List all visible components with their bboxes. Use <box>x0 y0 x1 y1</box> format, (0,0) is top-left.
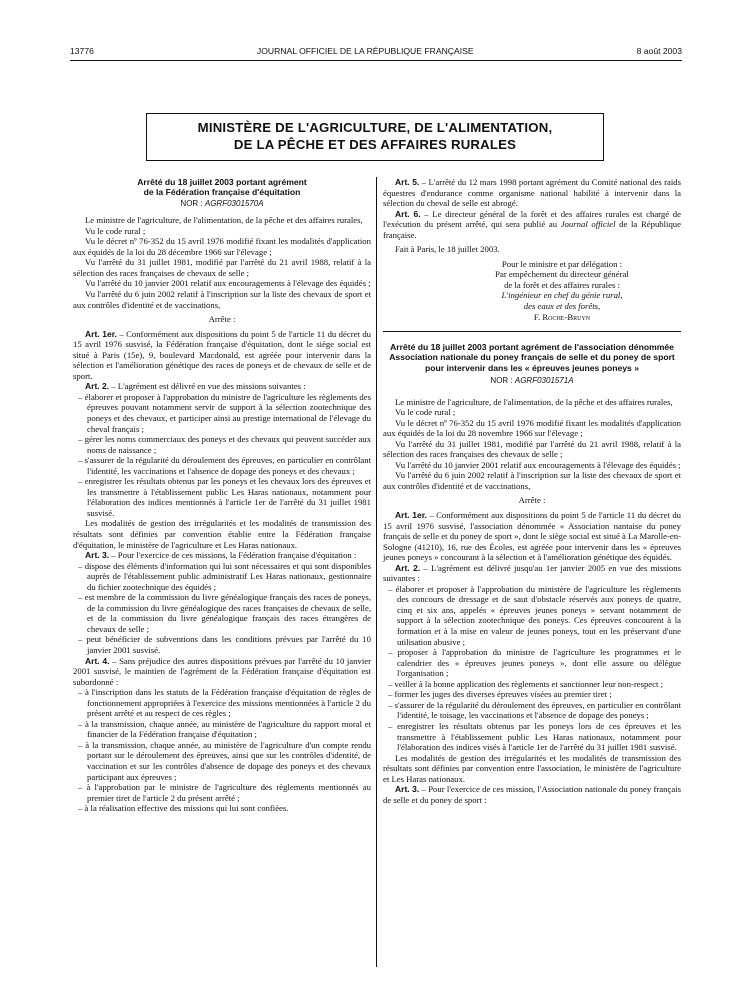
list-item: – enregistrer les résultats obtenus par les poneys et les chevaux lors des épreuves et les transmettre à l'établissement public Les Haras nationaux, notamment pour l'élaboration des indices mentionnés à l'article 1er de l'arrêté du 31 juillet 1981 susvisé. <box>73 476 371 518</box>
list-item: – à la réalisation effective des missions qui lui sont confiées. <box>73 803 371 814</box>
decree-title: Arrêté du 18 juillet 2003 portant agrément de l'association dénommée Association nationale du poney français de selle et du poney de sport pour intervenir dans les « épreuves jeunes poneys » <box>389 342 675 373</box>
page-header <box>70 46 682 56</box>
list-item: – à l'inscription dans les statuts de la Fédération française d'équitation de règles de fonctionnement appropriées à l'exercice des missions mentionnées à l'article 2 du présent arrêté et au respect de ces règles ; <box>73 687 371 719</box>
column-divider <box>376 177 377 967</box>
signature-block: Pour le ministre et par délégation : Par empêchement du directeur général de la forêt et des affaires rurales : L'ingénieur en chef du génie rural, des eaux et des forêts, F. Roche-Bruyn <box>495 258 629 322</box>
right-column <box>383 177 681 805</box>
list-item: – enregistrer les résultats obtenus par les poneys lors de ces épreuves et les transmettre à l'établissement public Les Haras nationaux, notamment pour l'élaboration des indices visés à l'article 1er de l'arrêté du 31 juillet 1981 susvisé. <box>383 721 681 753</box>
visa: Vu l'arrêté du 31 juillet 1981, modifié par l'arrêté du 21 avril 1988, relatif à la sélection des races françaises des chevaux de selle ; <box>383 438 681 460</box>
list-item: – est membre de la commission du livre généalogique français des races de poneys, de la commission du livre généalogique des races françaises de chevaux de selle, et de la commission du livre généalogique français des races étrangères de chevaux de selle ; <box>73 592 371 634</box>
article-1: Art. 1er. – Conformément aux dispositions du point 5 de l'article 11 du décret du 15 avril 1976 susvisé, l'association dénommée « Association nantaise du poney français de selle et du poney de sport », dont le siège social est situé à La Marolle-en-Sologne (41210), 16, rue des Écoles, est agréée pour intervenir dans les « épreuves jeunes poneys » concourant à la sélection et à l'amélioration génétique des équidés. <box>383 510 682 563</box>
article-1: Art. 1er. – Conformément aux dispositions du point 5 de l'article 11 du décret du 15 avril 1976 susvisé, la Fédération française d'équitation, dont le siège social est situé à Paris (15e), 9, boulevard Macdonald, est agréée pour intervenir dans la sélection et l'amélioration génétique des races de poneys et de chevaux de selle et de sport. <box>73 328 372 381</box>
journal-title: JOURNAL OFFICIEL DE LA RÉPUBLIQUE FRANÇAISE <box>256 46 474 56</box>
article-2-list <box>73 392 371 519</box>
visa: Vu l'arrêté du 31 juillet 1981, modifié par l'arrêté du 21 avril 1988, relatif à la sélection des races françaises de chevaux de selle ; <box>73 257 371 278</box>
list-item: – s'assurer de la régularité du déroulement des épreuves, en particulier en contrôlant l'identité, le toisage, les vaccinations et l'absence de dopage des poneys ; <box>383 700 681 721</box>
article-3: Art. 3. – Pour l'exercice de ces mission, l'Association nationale du poney français de selle et du poney de sport : <box>383 784 681 805</box>
article-2-after: Les modalités de gestion des irrégularités et les modalités de transmission des résultats sont définies par convention établie entre la Fédération française d'équitation, le ministère de l'agriculture et Les Haras nationaux. <box>73 518 371 550</box>
article-2-list <box>383 584 681 753</box>
decree-title: Arrêté du 18 juillet 2003 portant agrément <box>137 177 307 187</box>
arrete-heading: Arrête : <box>208 314 236 325</box>
visa: Vu l'arrêté du 6 juin 2002 relatif à l'inscription sur la liste des chevaux de sport et aux contrôles d'identité et de vaccinations, <box>73 288 371 310</box>
list-item: – élaborer et proposer à l'approbation du ministère de l'agriculture les règlements des concours de dressage et de saut d'obstacle réservés aux poneys de quatre, cinq et six ans, appelés « épreuves jeunes poneys » servant notamment de support à la sélection zootechnique des poneys. Ces épreuves concourent à la formation et à la mise en valeur de jeunes poneys, tout en les préservant d'une utilisation abusive ; <box>383 584 681 647</box>
visa: Vu l'arrêté du 6 juin 2002 relatif à l'inscription sur la liste des chevaux de sport et aux contrôles d'identité et de vaccinations, <box>383 470 681 491</box>
preamble: Le ministre de l'agriculture, de l'alimentation, de la pêche et des affaires rurales, <box>395 396 673 407</box>
ministry-box <box>146 113 604 161</box>
article-2-after: Les modalités de gestion des irrégularités et les modalités de transmission des résultats sont définies par convention entre l'association, le ministère de l'agriculture et Les Haras nationaux. <box>383 752 681 784</box>
list-item: – proposer à l'approbation du ministre de l'agriculture les programmes et le calendrier des « épreuves jeunes poneys », dont elle assure ou délègue l'organisation ; <box>383 647 681 679</box>
nor-reference: NOR : AGRF0301571A <box>490 376 574 385</box>
list-item: – à l'approbation par le ministre de l'agriculture des règlements mentionnés au premier tiret de l'article 2 du présent arrêté ; <box>73 782 371 803</box>
list-item: – peut bénéficier de subventions dans les conditions prévues par l'arrêté du 10 janvier 2001 susvisé. <box>73 634 371 655</box>
list-item: – à la transmission, chaque année, au ministère de l'agriculture du rapport moral et financier de la Fédération française d'équitation ; <box>73 719 371 740</box>
arrete-heading: Arrête : <box>518 495 546 506</box>
ministry-title-line1: MINISTÈRE DE L'AGRICULTURE, DE L'ALIMENTATION, <box>197 120 553 135</box>
list-item: – gérer les noms commerciaux des poneys et des chevaux qui peuvent succéder aux noms de naissance ; <box>73 434 371 455</box>
article-3-list <box>73 561 371 656</box>
article-2: Art. 2. – L'agrément est délivré jusqu'au 1er janvier 2005 en vue des missions suivantes : <box>383 562 681 584</box>
article-4-list <box>73 687 371 814</box>
decree-title-line2: de la Fédération française d'équitation <box>143 187 301 198</box>
list-item: – veiller à la bonne application des règlements et sanctionner leur non-respect ; <box>383 679 681 690</box>
fait-a-paris: Fait à Paris, le 18 juillet 2003. <box>395 244 500 255</box>
article-3: Art. 3. – Pour l'exercice de ces missions, la Fédération française d'équitation : <box>85 550 357 561</box>
visa: Vu l'arrêté du 10 janvier 2001 relatif aux encouragements à l'élevage des équidés ; <box>85 278 371 289</box>
visa: Vu le code rural ; <box>85 225 146 236</box>
left-column <box>73 177 371 814</box>
article-2: Art. 2. – L'agrément est délivré en vue des missions suivantes : <box>85 381 306 392</box>
article-6: Art. 6. – Le directeur général de la forêt et des affaires rurales est chargé de l'exécution du présent arrêté, qui sera publié au Journal officiel de la République française. <box>383 208 681 240</box>
visa: Vu le code rural ; <box>395 407 456 418</box>
list-item: – former les juges des diverses épreuves visées au premier tiret ; <box>383 689 681 700</box>
list-item: – à la transmission, chaque année, au ministère de l'agriculture d'un compte rendu portant sur le déroulement des épreuves, ainsi que sur les contrôles d'identité, de vaccination et sur les contrôles d'absence de dopage des poneys et des chevaux participant aux épreuves ; <box>73 740 371 782</box>
article-5: Art. 5. – L'arrêté du 12 mars 1998 portant agrément du Comité national des raids équestres d'endurance comme organisme national habilité à intervenir dans la sélection du cheval de selle est abrogé. <box>383 177 682 209</box>
article-4: Art. 4. – Sans préjudice des autres dispositions prévues par l'arrêté du 10 janvier 2001 susvisé, le maintien de l'agrément de la Fédération française d'équitation est subordonné : <box>73 655 372 687</box>
list-item: – s'assurer de la régularité du déroulement des épreuves, en particulier en contrôlant l'identité, les vaccinations et l'absence de dopage des poneys et des chevaux ; <box>73 455 371 476</box>
header-rule <box>70 60 682 61</box>
nor-reference: NOR : AGRF0301570A <box>180 198 264 208</box>
publication-date: 8 août 2003 <box>636 46 682 56</box>
preamble: Le ministre de l'agriculture, de l'alimentation, de la pêche et des affaires rurales, <box>85 215 363 226</box>
section-separator <box>383 331 681 332</box>
visa: Vu le décret nº 76-352 du 15 avril 1976 modifié fixant les modalités d'application aux équidés de la loi du 28 novembre 1966 sur l'élevage ; <box>383 417 681 439</box>
visa: Vu l'arrêté du 10 janvier 2001 relatif aux encouragements à l'élevage des équidés ; <box>395 459 681 470</box>
list-item: – élaborer et proposer à l'approbation du ministre de l'agriculture les règlements des épreuves pouvant notamment servir de support à la sélection zootechnique des poneys et des chevaux, et participer ainsi au prestige international de l'élevage du cheval français ; <box>73 392 371 434</box>
ministry-title-line2: DE LA PÊCHE ET DES AFFAIRES RURALES <box>233 137 517 152</box>
list-item: – dispose des éléments d'information qui lui sont nécessaires et qui sont disponibles auprès de l'établissement public administratif Les Haras nationaux, gestionnaire du fichier zootechnique des équidés ; <box>73 561 371 593</box>
page-number: 13776 <box>70 46 94 56</box>
visa: Vu le décret nº 76-352 du 15 avril 1976 modifié fixant les modalités d'application aux équidés de la loi du 28 décembre 1966 sur l'élevage ; <box>73 236 371 257</box>
